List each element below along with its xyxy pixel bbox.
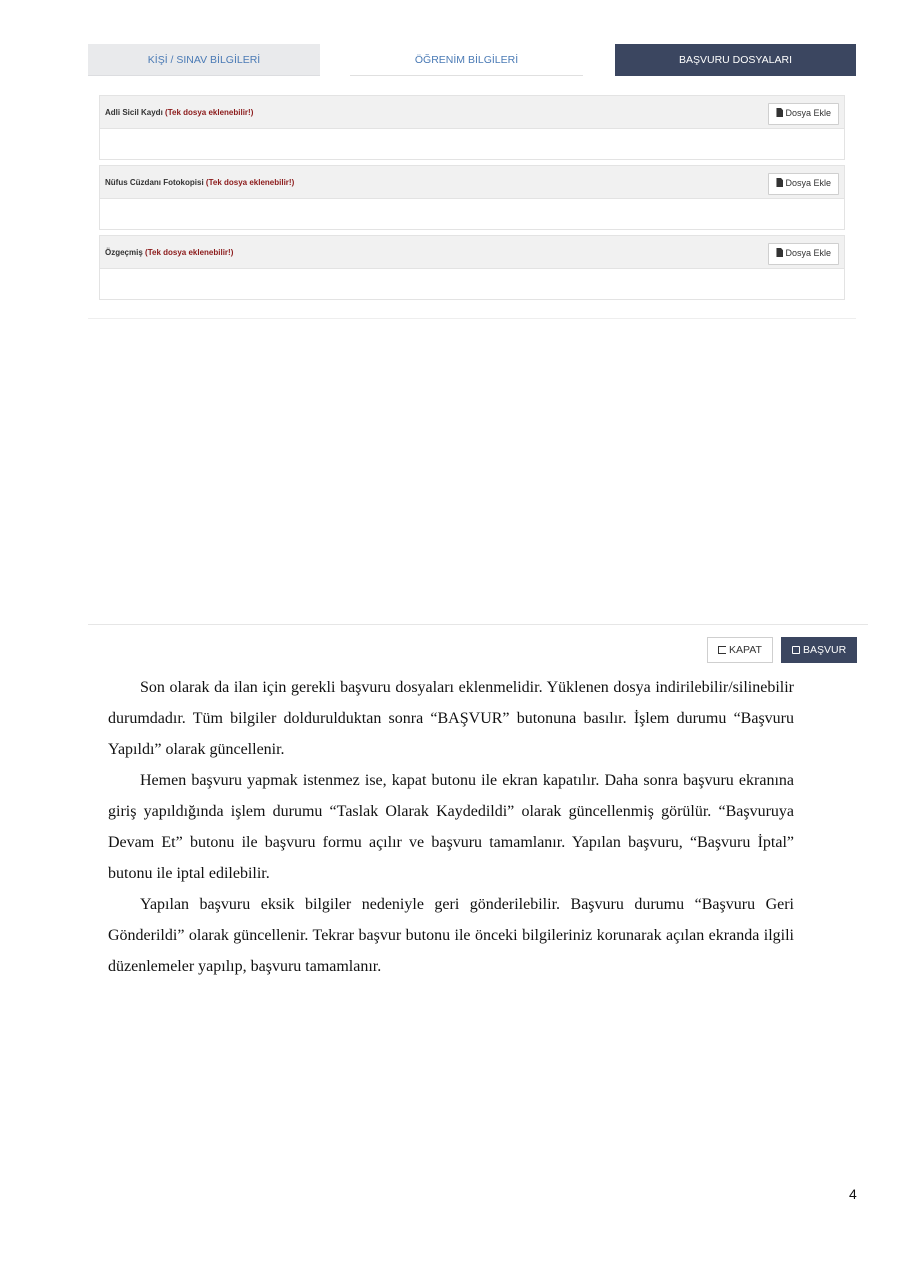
add-file-button[interactable] xyxy=(768,243,839,265)
document-note: (Tek dosya eklenebilir!) xyxy=(145,248,234,257)
document-section-adli-sicil xyxy=(99,95,845,160)
document-header xyxy=(99,165,845,199)
document-header xyxy=(99,95,845,129)
document-label: Nüfus Cüzdanı Fotokopisi xyxy=(105,178,204,187)
document-drop-area xyxy=(99,269,845,300)
file-icon xyxy=(776,108,783,117)
document-drop-area xyxy=(99,129,845,160)
add-file-button[interactable] xyxy=(768,173,839,195)
add-file-label: Dosya Ekle xyxy=(785,178,831,188)
paragraph: Hemen başvuru yapmak istenmez ise, kapat butonu ile ekran kapatılır. Daha sonra başvuru ekranına giriş yapıldığında işlem durumu “Taslak Olarak Kaydedildi” olarak güncellenmiş görülür. “Başvuruya Devam Et” butonu ile başvuru formu açılır ve başvuru tamamlanır. Yapılan başvuru, “Başvuru İptal” butonu ile iptal edilebilir. xyxy=(108,772,794,882)
tab-basvuru-dosyalari[interactable]: BAŞVURU DOSYALARI xyxy=(615,44,856,76)
sign-out-icon xyxy=(718,646,726,654)
divider xyxy=(88,624,868,625)
body-text xyxy=(108,672,794,982)
document-note: (Tek dosya eklenebilir!) xyxy=(205,178,295,187)
document-header xyxy=(99,235,845,269)
file-icon xyxy=(776,178,783,187)
document-label: Adli Sicil Kaydı xyxy=(105,108,163,117)
close-button[interactable] xyxy=(707,637,773,663)
tab-kisi-sinav-bilgileri[interactable]: KİŞİ / SINAV BİLGİLERİ xyxy=(88,44,320,76)
document-title xyxy=(105,236,233,269)
paragraph: Yapılan başvuru eksik bilgiler nedeniyle geri gönderilebilir. Başvuru durumu “Başvuru Geri Gönderildi” olarak güncellenir. Tekrar başvur butonu ile önceki bilgileriniz korunarak açılan ekranda ilgili düzenlemeler yapılıp, başvuru tamamlanır. xyxy=(108,896,794,975)
add-file-label: Dosya Ekle xyxy=(785,248,831,258)
document-section-nufus-cuzdani xyxy=(99,165,845,230)
page-number: 4 xyxy=(849,1186,857,1202)
document-section-ozgecmis xyxy=(99,235,845,300)
apply-button[interactable] xyxy=(781,637,857,663)
file-icon xyxy=(776,248,783,257)
divider xyxy=(88,318,856,319)
apply-button-label: BAŞVUR xyxy=(803,644,847,656)
paragraph: Son olarak da ilan için gerekli başvuru dosyaları eklenmelidir. Yüklenen dosya indirilebilir/silinebilir durumdadır. Tüm bilgiler doldurulduktan sonra “BAŞVUR” butonuna basılır. İşlem durumu “Başvuru Yapıldı” olarak güncellenir. xyxy=(108,679,794,758)
document-title xyxy=(105,166,294,199)
document-title xyxy=(105,96,253,129)
document-drop-area xyxy=(99,199,845,230)
tab-bar xyxy=(88,44,856,76)
document-label: Özgeçmiş xyxy=(105,248,143,257)
add-file-button[interactable] xyxy=(768,103,839,125)
document-note: (Tek dosya eklenebilir!) xyxy=(165,108,254,117)
save-icon xyxy=(792,646,800,654)
add-file-label: Dosya Ekle xyxy=(785,108,831,118)
close-button-label: KAPAT xyxy=(729,644,762,656)
tab-ogrenim-bilgileri[interactable]: ÖĞRENİM BİLGİLERİ xyxy=(350,44,583,76)
